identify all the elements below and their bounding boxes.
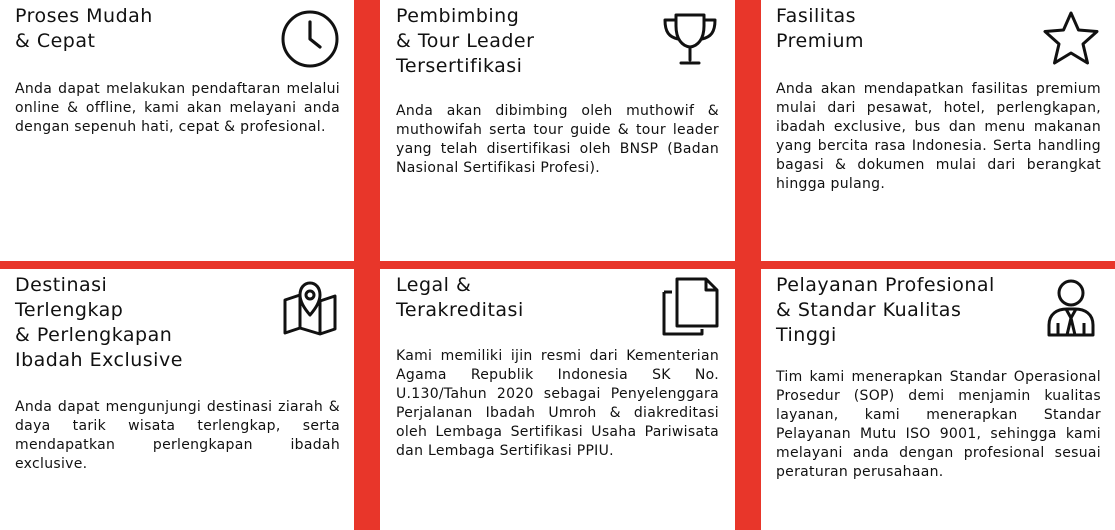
feature-card-fasilitas xyxy=(761,0,1115,261)
documents-icon xyxy=(659,275,721,337)
trophy-icon xyxy=(659,8,721,70)
feature-card-destinasi xyxy=(0,269,354,530)
clock-icon xyxy=(279,8,341,70)
card-title: Proses Mudah & Cepat xyxy=(15,5,153,52)
card-description: Anda akan dibimbing oleh muthowif & muthowifah serta tour guide & tour leader yang telah disertifikasi oleh BNSP (Badan Nasional Sertifikasi Profesi). xyxy=(396,103,719,176)
feature-card-proses-mudah xyxy=(0,0,354,261)
card-title: Legal & Terakreditasi xyxy=(396,274,524,321)
feature-card-legal xyxy=(380,269,735,530)
card-description: Anda akan mendapatkan fasilitas premium mulai dari pesawat, hotel, perlengkapan, ibadah exclusive, bus dan menu makanan yang bercita rasa Indonesia. Serta handling bagasi & dokumen mulai dari berangkat hingga pulang. xyxy=(776,81,1101,192)
card-description: Tim kami menerapkan Standar Operasional Prosedur (SOP) demi menjamin kualitas layanan, kami menerapkan Standar Pelayanan Mutu ISO 9001, sehingga kami melayani anda dengan profesional sesuai peraturan perusahaan. xyxy=(776,369,1101,480)
card-title: Destinasi Terlengkap & Perlengkapan Ibadah Exclusive xyxy=(15,274,183,371)
card-description: Anda dapat melakukan pendaftaran melalui online & offline, kami akan melayani anda dengan sepenuh hati, cepat & profesional. xyxy=(15,81,340,135)
card-title: Pembimbing & Tour Leader Tersertifikasi xyxy=(396,5,535,77)
professional-person-icon xyxy=(1040,276,1102,338)
card-title: Pelayanan Profesional & Standar Kualitas Tinggi xyxy=(776,274,995,346)
card-description: Anda dapat mengunjungi destinasi ziarah & daya tarik wisata terlengkap, serta mendapatkan perlengkapan ibadah exclusive. xyxy=(15,399,340,472)
feature-card-pembimbing xyxy=(380,0,735,261)
horizontal-divider xyxy=(0,261,1115,269)
map-pin-icon xyxy=(279,276,341,338)
card-description: Kami memiliki ijin resmi dari Kementerian Agama Republik Indonesia SK No. U.130/Tahun 2020 sebagai Penyelenggara Perjalanan Ibadah Umroh & diakreditasi oleh Lembaga Sertifikasi Usaha Pariwisata dan Lembaga Sertifikasi PPIU. xyxy=(396,348,719,459)
card-title: Fasilitas Premium xyxy=(776,5,865,52)
star-icon xyxy=(1040,8,1102,70)
feature-card-pelayanan xyxy=(761,269,1115,530)
